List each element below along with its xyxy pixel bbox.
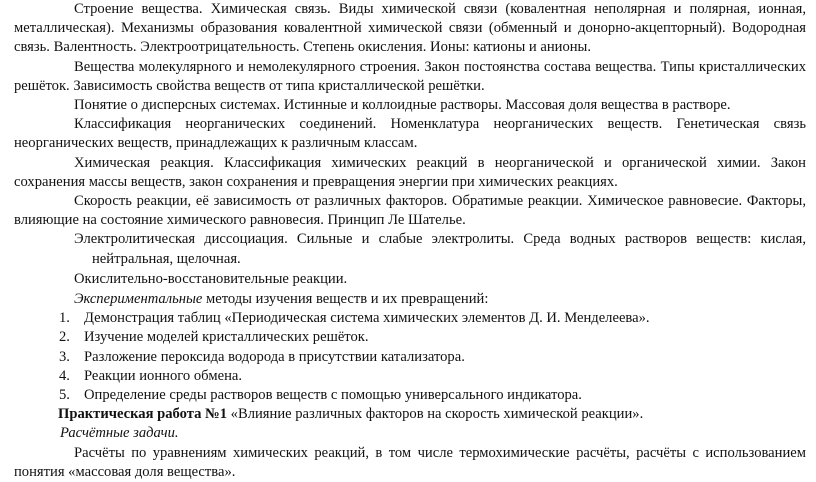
- practical-title: Практическая работа №1: [58, 406, 228, 423]
- list-text: Демонстрация таблиц «Периодическая система химических элементов Д. И. Менделеева».: [84, 310, 650, 327]
- paragraph-reaction: Химическая реакция. Классификация химических реакций в неорганической и органической химии. Закон сохранения массы веществ, закон сохранения и превращения энергии при химических реакциях.: [14, 154, 806, 190]
- paragraph-structure: Строение вещества. Химическая связь. Виды химической связи (ковалентная неполярная и полярная, ионная, металлическая). Механизмы образования ковалентной химической связи (обменный и донорно-акцепторный). Водородная связь. Валентность. Электроотрицательность. Степень окисления. Ионы: катионы и анионы.: [14, 1, 806, 56]
- paragraph-methods: [14, 290, 806, 309]
- paragraph-practical: [14, 405, 806, 424]
- paragraph-classification: Классификация неорганических соединений. Номенклатура неорганических веществ. Генетическая связь неорганических веществ, принадлежащих к различным классам.: [14, 116, 806, 152]
- paragraph-rate: Скорость реакции, её зависимость от различных факторов. Обратимые реакции. Химическое равновесие. Факторы, влияющие на состояние химического равновесия. Принцип Ле Шателье.: [14, 193, 806, 229]
- paragraph-dispersions: Понятие о дисперсных системах. Истинные и коллоидные растворы. Массовая доля вещества в растворе.: [74, 97, 731, 114]
- paragraph-tasks: Расчёты по уравнениям химических реакций, в том числе термохимические расчёты, расчёты с использованием понятия «массовая доля вещества».: [14, 444, 806, 480]
- methods-italic-word: Экспериментальные: [74, 291, 203, 308]
- paragraph-redox: Окислительно-восстановительные реакции.: [74, 270, 348, 287]
- list-text: Реакции ионного обмена.: [84, 367, 243, 384]
- list-number: 3.: [59, 348, 70, 365]
- tasks-heading: Расчётные задачи.: [60, 425, 179, 442]
- practical-rest: «Влияние различных факторов на скорость химической реакции».: [227, 406, 644, 423]
- list-text: Изучение моделей кристаллических решёток.: [84, 329, 369, 346]
- list-number: 2.: [59, 329, 70, 346]
- list-item: [14, 386, 806, 405]
- list-text: Разложение пероксида водорода в присутствии катализатора.: [84, 348, 465, 365]
- list-text: Определение среды растворов веществ с помощью универсального индикатора.: [84, 387, 582, 404]
- demonstrations-list: [14, 309, 806, 405]
- paragraph-electrolytic: Электролитическая диссоциация. Сильные и слабые электролиты. Среда водных растворов веществ: кислая, нейтральная, щелочная.: [74, 231, 806, 267]
- list-item: [14, 328, 806, 347]
- list-number: 4.: [59, 367, 70, 384]
- list-item: [14, 348, 806, 367]
- paragraph-molecular: Вещества молекулярного и немолекулярного строения. Закон постоянства состава вещества. Типы кристаллических решёток. Зависимость свойства веществ от типа кристаллической решётки.: [14, 58, 806, 94]
- list-number: 5.: [59, 387, 70, 404]
- list-item: [14, 367, 806, 386]
- list-item: [14, 309, 806, 328]
- methods-rest: методы изучения веществ и их превращений:: [202, 291, 489, 308]
- list-number: 1.: [59, 310, 70, 327]
